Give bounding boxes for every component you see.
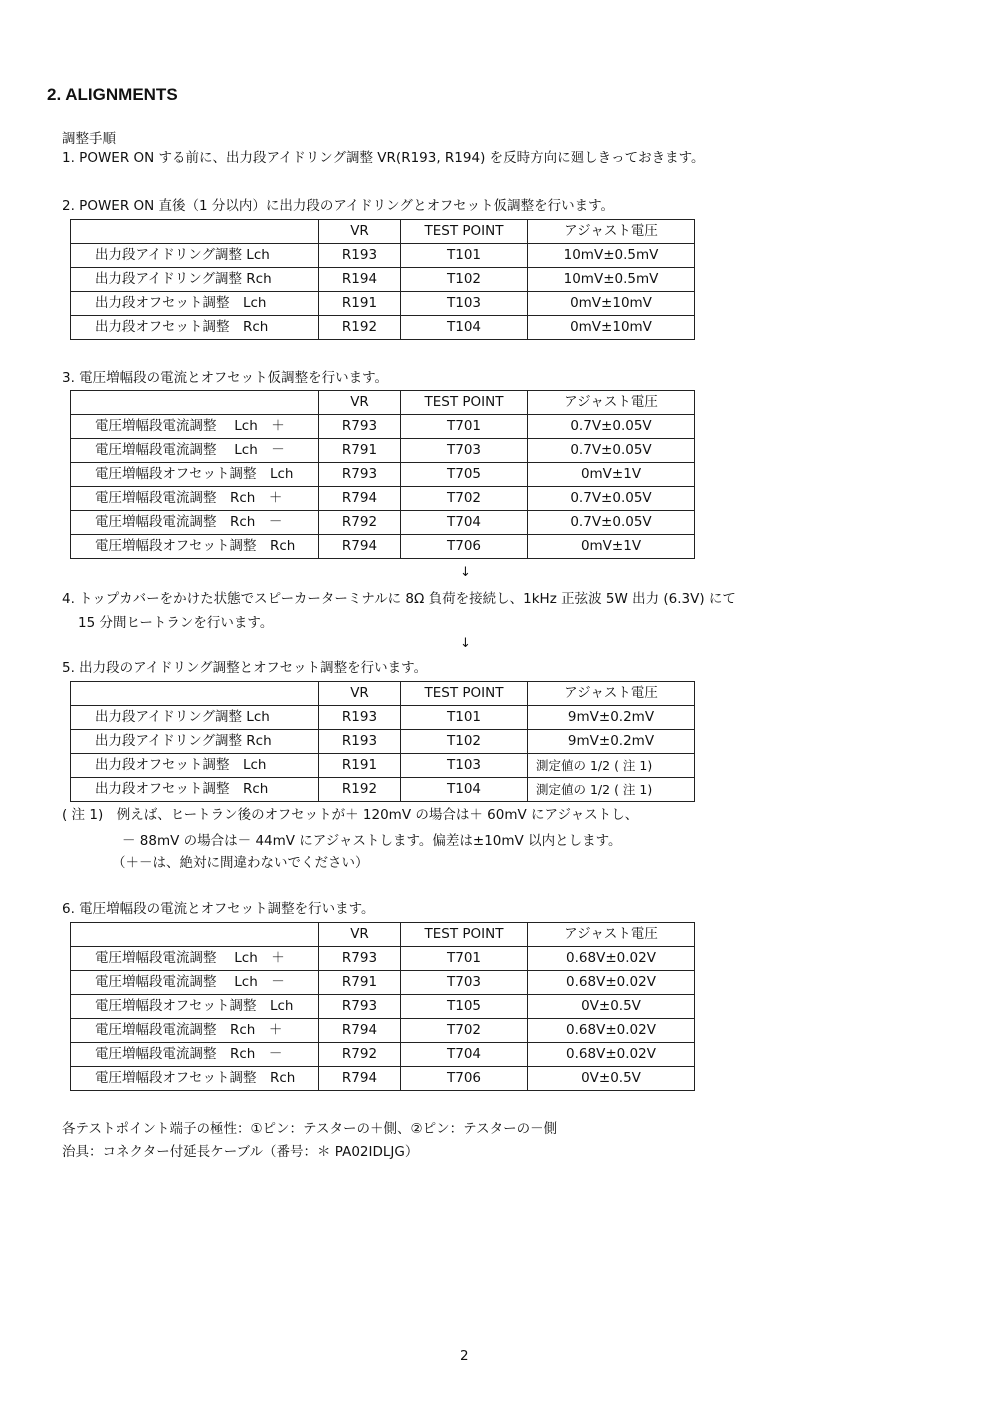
table-step-3-body bbox=[71, 391, 695, 559]
cell-vr: R791 bbox=[319, 439, 401, 463]
header-cell-voltage: アジャスト電圧 bbox=[528, 391, 695, 415]
flow-arrow: ↓ bbox=[460, 565, 471, 580]
header-cell-vr: VR bbox=[319, 923, 401, 947]
cell-adjust-voltage: 測定値の 1/2 ( 注 1) bbox=[528, 754, 695, 778]
jig-note: 治具：コネクター付延長ケーブル（番号：＊ PA02IDLJG） bbox=[62, 1144, 419, 1160]
step-1-text: 1. POWER ON する前に、出力段アイドリング調整 VR(R193, R194) を反時方向に廻しきっておきます。 bbox=[62, 150, 705, 166]
cell-adjustment-name: 電圧増幅段オフセット調整 Lch bbox=[71, 463, 319, 487]
cell-vr: R793 bbox=[319, 995, 401, 1019]
step-5-text: 5. 出力段のアイドリング調整とオフセット調整を行います。 bbox=[62, 660, 428, 676]
cell-adjust-voltage: 0mV±10mV bbox=[528, 316, 695, 340]
cell-adjust-voltage: 0.7V±0.05V bbox=[528, 439, 695, 463]
cell-adjustment-name: 出力段オフセット調整 Lch bbox=[71, 754, 319, 778]
header-cell-test-point: TEST POINT bbox=[401, 391, 528, 415]
cell-adjustment-name: 電圧増幅段電流調整 Rch ＋ bbox=[71, 1019, 319, 1043]
table-row bbox=[71, 463, 695, 487]
cell-vr: R794 bbox=[319, 1019, 401, 1043]
polarity-note: 各テストポイント端子の極性：①ピン：テスターの＋側、②ピン：テスターの－側 bbox=[62, 1121, 558, 1137]
cell-adjustment-name: 出力段アイドリング調整 Rch bbox=[71, 268, 319, 292]
header-cell-blank bbox=[71, 220, 319, 244]
header-cell-voltage: アジャスト電圧 bbox=[528, 682, 695, 706]
cell-vr: R794 bbox=[319, 487, 401, 511]
cell-vr: R791 bbox=[319, 971, 401, 995]
section-title: 2. ALIGNMENTS bbox=[47, 85, 178, 104]
cell-vr: R191 bbox=[319, 292, 401, 316]
cell-vr: R193 bbox=[319, 244, 401, 268]
cell-adjust-voltage: 0.7V±0.05V bbox=[528, 487, 695, 511]
table-row bbox=[71, 730, 695, 754]
cell-test-point: T105 bbox=[401, 995, 528, 1019]
cell-adjustment-name: 電圧増幅段オフセット調整 Rch bbox=[71, 535, 319, 559]
table-row bbox=[71, 292, 695, 316]
table-row bbox=[71, 415, 695, 439]
cell-adjust-voltage: 0.7V±0.05V bbox=[528, 511, 695, 535]
cell-adjustment-name: 電圧増幅段電流調整 Lch ＋ bbox=[71, 415, 319, 439]
note-line-1: ( 注 1) 例えば、ヒートラン後のオフセットが＋ 120mV の場合は＋ 60mV にアジャストし、 bbox=[62, 807, 639, 823]
cell-vr: R192 bbox=[319, 778, 401, 802]
cell-vr: R191 bbox=[319, 754, 401, 778]
table-header-row bbox=[71, 220, 695, 244]
table-row bbox=[71, 1043, 695, 1067]
cell-adjust-voltage: 測定値の 1/2 ( 注 1) bbox=[528, 778, 695, 802]
table-step-3 bbox=[70, 390, 695, 559]
table-row bbox=[71, 535, 695, 559]
cell-test-point: T103 bbox=[401, 292, 528, 316]
note-line-3: （＋－は、絶対に間違わないでください） bbox=[112, 855, 369, 871]
table-step-6-body bbox=[71, 923, 695, 1091]
cell-vr: R194 bbox=[319, 268, 401, 292]
cell-vr: R794 bbox=[319, 1067, 401, 1091]
table-row bbox=[71, 754, 695, 778]
cell-vr: R192 bbox=[319, 316, 401, 340]
header-cell-vr: VR bbox=[319, 682, 401, 706]
table-row bbox=[71, 439, 695, 463]
cell-vr: R792 bbox=[319, 1043, 401, 1067]
cell-adjust-voltage: 0.68V±0.02V bbox=[528, 1019, 695, 1043]
cell-adjustment-name: 電圧増幅段電流調整 Rch － bbox=[71, 1043, 319, 1067]
cell-adjust-voltage: 9mV±0.2mV bbox=[528, 730, 695, 754]
cell-adjust-voltage: 0V±0.5V bbox=[528, 995, 695, 1019]
table-step-5 bbox=[70, 681, 695, 802]
step-6-text: 6. 電圧増幅段の電流とオフセット調整を行います。 bbox=[62, 901, 375, 917]
cell-adjust-voltage: 0.68V±0.02V bbox=[528, 971, 695, 995]
cell-test-point: T703 bbox=[401, 971, 528, 995]
cell-vr: R793 bbox=[319, 463, 401, 487]
cell-adjustment-name: 電圧増幅段電流調整 Lch ＋ bbox=[71, 947, 319, 971]
cell-test-point: T101 bbox=[401, 706, 528, 730]
cell-test-point: T102 bbox=[401, 730, 528, 754]
flow-arrow: ↓ bbox=[460, 636, 471, 651]
cell-test-point: T102 bbox=[401, 268, 528, 292]
table-row bbox=[71, 995, 695, 1019]
table-row bbox=[71, 1019, 695, 1043]
table-row bbox=[71, 971, 695, 995]
cell-vr: R193 bbox=[319, 730, 401, 754]
table-row bbox=[71, 706, 695, 730]
table-header-row bbox=[71, 391, 695, 415]
cell-test-point: T702 bbox=[401, 487, 528, 511]
cell-vr: R792 bbox=[319, 511, 401, 535]
header-cell-blank bbox=[71, 682, 319, 706]
table-row bbox=[71, 316, 695, 340]
table-header-row bbox=[71, 923, 695, 947]
cell-adjustment-name: 出力段オフセット調整 Rch bbox=[71, 778, 319, 802]
cell-test-point: T706 bbox=[401, 1067, 528, 1091]
header-cell-test-point: TEST POINT bbox=[401, 220, 528, 244]
header-cell-test-point: TEST POINT bbox=[401, 923, 528, 947]
cell-test-point: T705 bbox=[401, 463, 528, 487]
cell-adjust-voltage: 0.68V±0.02V bbox=[528, 1043, 695, 1067]
table-header-row bbox=[71, 682, 695, 706]
cell-adjustment-name: 電圧増幅段オフセット調整 Rch bbox=[71, 1067, 319, 1091]
step-4-text-line-2: 15 分間ヒートランを行います。 bbox=[78, 615, 274, 631]
table-row bbox=[71, 511, 695, 535]
cell-vr: R794 bbox=[319, 535, 401, 559]
table-step-5-body bbox=[71, 682, 695, 802]
cell-adjustment-name: 電圧増幅段電流調整 Rch － bbox=[71, 511, 319, 535]
header-cell-voltage: アジャスト電圧 bbox=[528, 923, 695, 947]
cell-adjust-voltage: 0mV±10mV bbox=[528, 292, 695, 316]
step-2-text: 2. POWER ON 直後（1 分以内）に出力段のアイドリングとオフセット仮調整を行います。 bbox=[62, 198, 615, 214]
table-row bbox=[71, 487, 695, 511]
header-cell-vr: VR bbox=[319, 391, 401, 415]
cell-adjust-voltage: 10mV±0.5mV bbox=[528, 268, 695, 292]
header-cell-blank bbox=[71, 391, 319, 415]
page-number: 2 bbox=[460, 1348, 469, 1364]
cell-adjustment-name: 出力段オフセット調整 Rch bbox=[71, 316, 319, 340]
table-step-2-body bbox=[71, 220, 695, 340]
cell-test-point: T701 bbox=[401, 947, 528, 971]
cell-adjustment-name: 出力段アイドリング調整 Rch bbox=[71, 730, 319, 754]
cell-adjustment-name: 電圧増幅段電流調整 Lch － bbox=[71, 439, 319, 463]
cell-test-point: T104 bbox=[401, 316, 528, 340]
cell-test-point: T701 bbox=[401, 415, 528, 439]
cell-adjust-voltage: 0V±0.5V bbox=[528, 1067, 695, 1091]
header-cell-blank bbox=[71, 923, 319, 947]
cell-adjust-voltage: 10mV±0.5mV bbox=[528, 244, 695, 268]
header-cell-voltage: アジャスト電圧 bbox=[528, 220, 695, 244]
table-row bbox=[71, 947, 695, 971]
table-step-2 bbox=[70, 219, 695, 340]
cell-adjustment-name: 電圧増幅段電流調整 Rch ＋ bbox=[71, 487, 319, 511]
cell-test-point: T104 bbox=[401, 778, 528, 802]
cell-test-point: T103 bbox=[401, 754, 528, 778]
cell-test-point: T702 bbox=[401, 1019, 528, 1043]
table-row bbox=[71, 268, 695, 292]
cell-adjust-voltage: 0.68V±0.02V bbox=[528, 947, 695, 971]
header-cell-vr: VR bbox=[319, 220, 401, 244]
step-3-text: 3. 電圧増幅段の電流とオフセット仮調整を行います。 bbox=[62, 370, 389, 386]
cell-vr: R193 bbox=[319, 706, 401, 730]
cell-test-point: T101 bbox=[401, 244, 528, 268]
cell-adjustment-name: 電圧増幅段オフセット調整 Lch bbox=[71, 995, 319, 1019]
table-row bbox=[71, 1067, 695, 1091]
step-4-text-line-1: 4. トップカバーをかけた状態でスピーカーターミナルに 8Ω 負荷を接続し、1kHz 正弦波 5W 出力 (6.3V) にて bbox=[62, 591, 736, 607]
cell-adjustment-name: 電圧増幅段電流調整 Lch － bbox=[71, 971, 319, 995]
cell-vr: R793 bbox=[319, 415, 401, 439]
cell-adjust-voltage: 0.7V±0.05V bbox=[528, 415, 695, 439]
cell-adjustment-name: 出力段オフセット調整 Lch bbox=[71, 292, 319, 316]
header-cell-test-point: TEST POINT bbox=[401, 682, 528, 706]
cell-test-point: T703 bbox=[401, 439, 528, 463]
table-row bbox=[71, 778, 695, 802]
cell-adjust-voltage: 9mV±0.2mV bbox=[528, 706, 695, 730]
note-line-2: － 88mV の場合は－ 44mV にアジャストします。偏差は±10mV 以内とします。 bbox=[122, 833, 622, 849]
table-row bbox=[71, 244, 695, 268]
cell-test-point: T706 bbox=[401, 535, 528, 559]
cell-adjust-voltage: 0mV±1V bbox=[528, 463, 695, 487]
cell-vr: R793 bbox=[319, 947, 401, 971]
cell-adjust-voltage: 0mV±1V bbox=[528, 535, 695, 559]
table-step-6 bbox=[70, 922, 695, 1091]
cell-test-point: T704 bbox=[401, 1043, 528, 1067]
cell-adjustment-name: 出力段アイドリング調整 Lch bbox=[71, 244, 319, 268]
cell-test-point: T704 bbox=[401, 511, 528, 535]
intro-label: 調整手順 bbox=[62, 131, 116, 147]
cell-adjustment-name: 出力段アイドリング調整 Lch bbox=[71, 706, 319, 730]
